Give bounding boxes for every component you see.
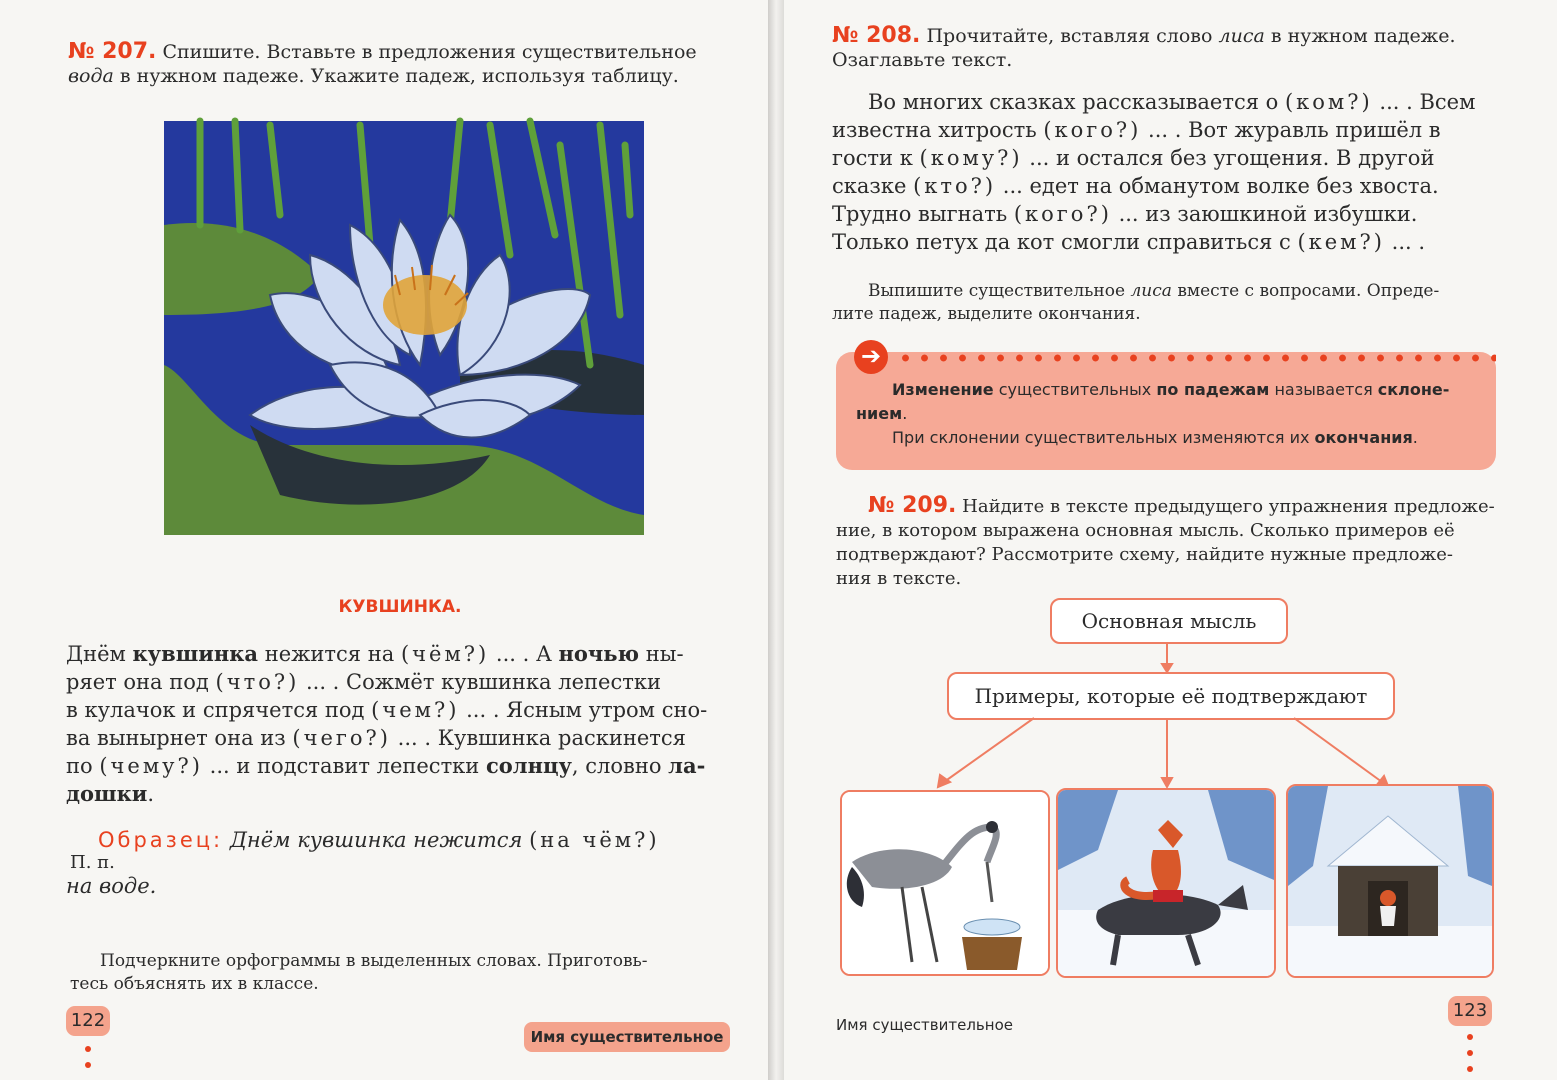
sample-question: (на чём?) xyxy=(529,828,660,852)
footer-left: Имя существительное xyxy=(524,1022,730,1052)
arrow-right-icon: ➔ xyxy=(854,340,888,374)
decorative-dots-right xyxy=(1467,1034,1473,1080)
exercise-208-heading: № 208. Прочитайте, вставляя слово лиса в нужном падеже. Озаглавьте текст. xyxy=(832,23,1456,71)
sample-text: Днём кувшинка нежится xyxy=(229,828,523,852)
exercise-209-number: № 209. xyxy=(868,493,957,518)
exercise-207-line2: в нужном падеже. Укажите падеж, используя таблицу. xyxy=(119,65,679,87)
rule-text: Изменение существительных по падежам называется склоне- нием. При склонении существительных изменяются их окончания. xyxy=(856,380,1450,447)
sample-label: Образец: xyxy=(98,828,224,852)
exercise-209: № 209. Найдите в тексте предыдущего упражнения предложе- ние, в котором выражена основная мысль. Сколько примеров её подтверждают? Рассмотрите схему, найдите нужные предложе- ния в тексте. xyxy=(836,493,1495,589)
rule-box xyxy=(836,352,1496,470)
right-page xyxy=(784,0,1557,1080)
decorative-dots-left xyxy=(85,1046,91,1078)
story-title: КУВШИНКА. xyxy=(338,597,462,617)
scheme-arrows xyxy=(784,640,1557,790)
story-line: ряет она под (что?) ... . Сожмёт кувшинка лепестки xyxy=(66,670,661,694)
scheme-examples: Примеры, которые её подтверждают xyxy=(947,672,1395,720)
crane-illustration xyxy=(842,792,1048,974)
fox-riding-wolf-picture xyxy=(1056,788,1276,978)
story-line: Днём кувшинка нежится на (чём?) ... . А ночью ны- xyxy=(66,641,684,666)
story-line: по (чему?) ... и подставит лепестки солнцу, словно ла- xyxy=(66,753,706,778)
story-line: в кулачок и спрячется под (чем?) ... . Ясным утром сно- xyxy=(66,698,708,722)
task-207: Подчеркните орфограммы в выделенных словах. Приготовь- тесь объяснять их в классе. xyxy=(70,951,648,994)
text-line: Во многих сказках рассказывается о (ком?) ... . Всем xyxy=(868,90,1476,114)
exercise-207-number: № 207. xyxy=(68,39,157,64)
story-text xyxy=(66,640,746,808)
footer-right: Имя существительное xyxy=(836,1016,1013,1034)
hut-illustration xyxy=(1288,786,1492,976)
story-line: ва вынырнет она из (чего?) ... . Кувшинка раскинется xyxy=(66,726,686,750)
text-line: Только петух да кот смогли справиться с (кем?) ... . xyxy=(832,230,1426,254)
water-lily-illustration xyxy=(160,115,650,545)
sample-block xyxy=(98,828,748,852)
exercise-207-heading xyxy=(68,40,768,88)
text-line: Трудно выгнать (кого?) ... из заюшкиной избушки. xyxy=(832,202,1418,226)
crane-picture xyxy=(840,790,1050,976)
scheme-main-idea: Основная мысль xyxy=(1050,598,1288,644)
task-208: Выпишите существительное лиса вместе с вопросами. Опреде- лите падеж, выделите окончания. xyxy=(832,281,1440,324)
fox-wolf-illustration xyxy=(1058,790,1274,976)
left-page xyxy=(0,0,770,1080)
exercise-208-number: № 208. xyxy=(832,23,921,48)
text-line: гости к (кому?) ... и остался без угощения. В другой xyxy=(832,146,1435,170)
exercise-208-text xyxy=(832,88,1542,256)
page-number-left: 122 xyxy=(66,1006,110,1036)
decorative-dots-rule xyxy=(896,354,1496,362)
fox-in-hut-picture xyxy=(1286,784,1494,978)
page-number-right: 123 xyxy=(1448,996,1492,1026)
sample-answer: на воде. xyxy=(66,874,157,898)
sample-case: П. п. xyxy=(70,852,115,873)
text-line: сказке (кто?) ... едет на обманутом волке без хвоста. xyxy=(832,174,1439,198)
exercise-207-line1: Спишите. Вставьте в предложения существительное xyxy=(162,41,697,63)
exercise-208-word: лиса xyxy=(1218,25,1265,47)
text-line: известна хитрость (кого?) ... . Вот журавль пришёл в xyxy=(832,118,1441,142)
story-line: дошки. xyxy=(66,781,155,806)
exercise-207-word: вода xyxy=(68,65,114,87)
